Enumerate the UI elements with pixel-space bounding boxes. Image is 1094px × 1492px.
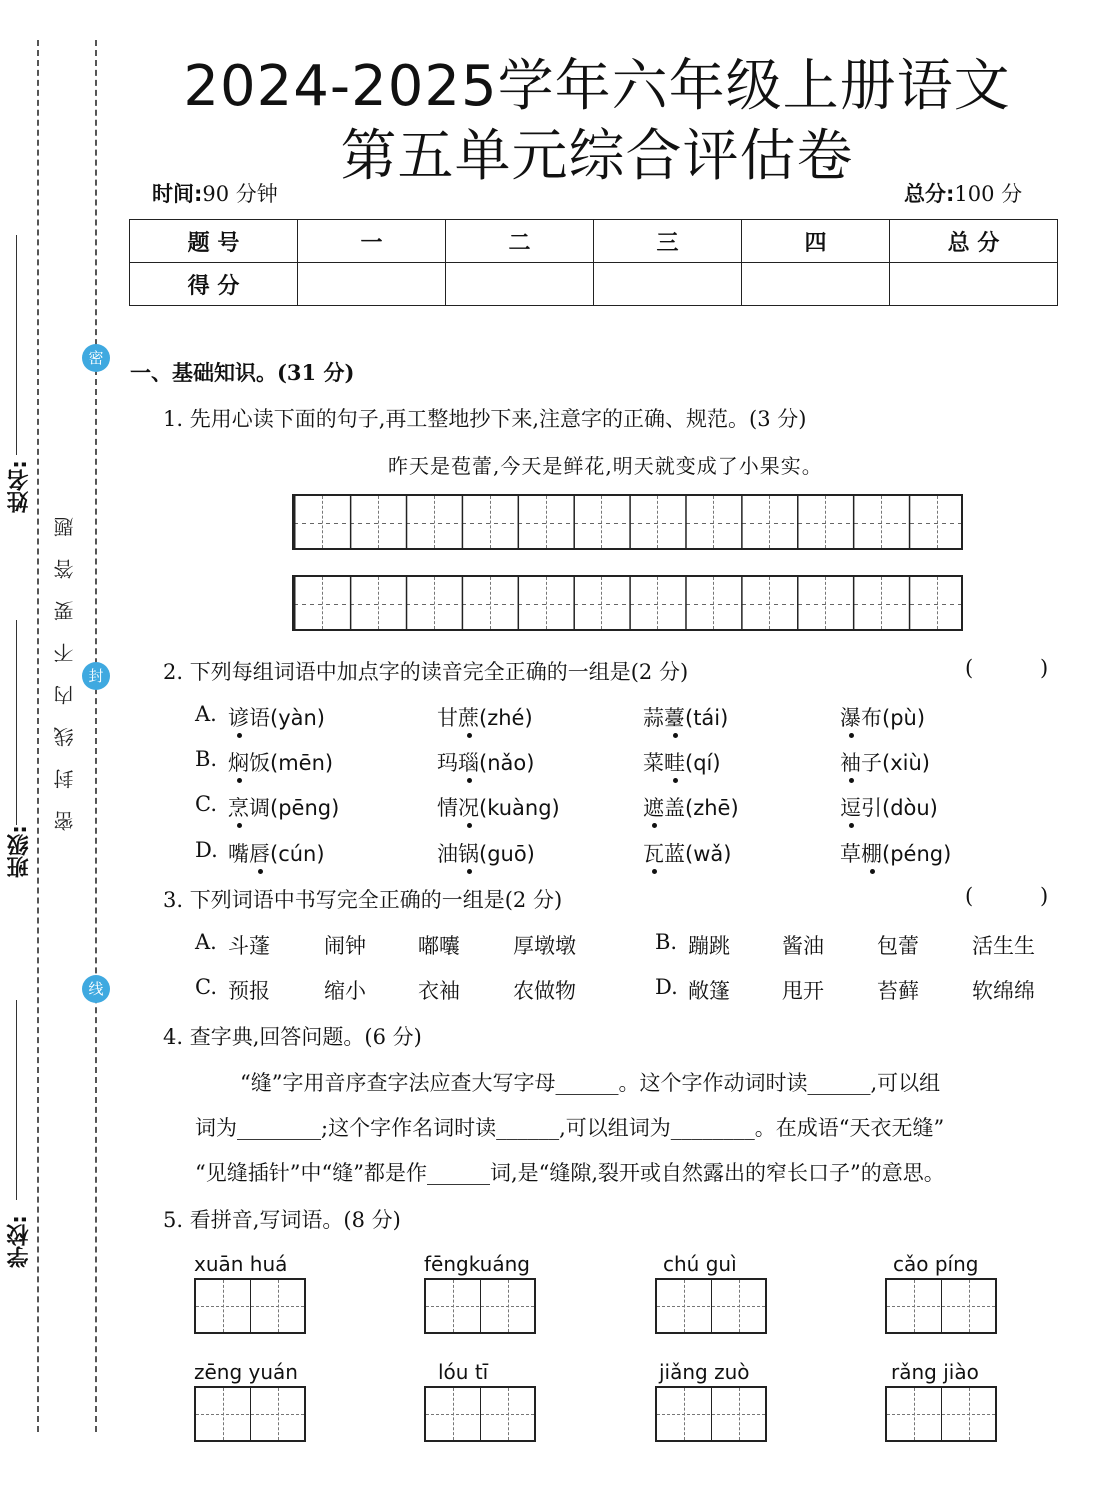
- score-header-cell: 题 号: [130, 220, 298, 263]
- school-line: [16, 1000, 17, 1200]
- q3-row1-item: A.: [195, 930, 217, 954]
- q2-option-c-label: C.: [195, 792, 217, 816]
- grid-guide-line: [713, 577, 714, 629]
- answer-box[interactable]: [885, 1278, 997, 1334]
- total-info: [904, 178, 1022, 208]
- grid-guide-line: [769, 577, 770, 629]
- grid-guide-line: [769, 496, 770, 548]
- pinyin-box-6: [424, 1360, 536, 1442]
- class-label: 班级:: [7, 825, 32, 878]
- pinyin-label: cǎo píng: [893, 1252, 979, 1276]
- q2-option-c-word-4: 逗引(dòu): [840, 792, 938, 822]
- q1-sentence: 昨天是苞蕾,今天是鲜花,明天就变成了小果实。: [388, 454, 823, 478]
- time-label: 时间:: [152, 182, 203, 206]
- grid-guide-line: [601, 577, 602, 629]
- score-table-score-row: [130, 263, 1058, 306]
- q3-row2-item: 农做物: [513, 979, 576, 1003]
- time-info: [152, 178, 278, 208]
- answer-box[interactable]: [194, 1278, 306, 1334]
- pinyin-label: xuān huá: [194, 1252, 288, 1276]
- q3-row2-item: D.: [655, 975, 678, 999]
- pinyin-box-4: [885, 1252, 997, 1334]
- q2-option-d-word-3: 瓦蓝(wǎ): [643, 838, 731, 868]
- grid-guide-line: [657, 496, 658, 548]
- q3-row1-item: 包蕾: [877, 934, 919, 958]
- grid-guide-line: [546, 496, 547, 548]
- grid-guide-line: [378, 496, 379, 548]
- pinyin-box-3: [655, 1252, 767, 1334]
- page-subtitle: 第五单元综合评估卷: [340, 124, 854, 189]
- pinyin-box-1: [194, 1252, 306, 1334]
- q2-option-d-label: D.: [195, 838, 218, 862]
- grid-guide-line: [825, 577, 826, 629]
- answer-box[interactable]: [424, 1386, 536, 1442]
- q3-stem: 3. 下列词语中书写完全正确的一组是(2 分): [163, 888, 563, 912]
- score-input-cell[interactable]: [742, 263, 890, 306]
- page-title: 2024-2025学年六年级上册语文: [183, 54, 1011, 119]
- q2-option-b-word-4: 袖子(xiù): [840, 747, 930, 777]
- section-1-heading: 一、基础知识。(31 分): [130, 360, 355, 385]
- name-line: [16, 235, 17, 455]
- answer-box[interactable]: [885, 1386, 997, 1442]
- grid-guide-line: [881, 577, 882, 629]
- score-input-cell[interactable]: [890, 263, 1058, 306]
- q3-row2-item: 苔藓: [877, 979, 919, 1003]
- score-row-label: 得 分: [130, 263, 298, 306]
- q2-option-a-word-4: 瀑布(pù): [840, 702, 925, 732]
- q5-stem: 5. 看拼音,写词语。(8 分): [163, 1208, 401, 1232]
- grid-guide-line: [546, 577, 547, 629]
- grid-guide-line: [825, 496, 826, 548]
- q2-option-c-word-2: 情况(kuàng): [437, 792, 560, 822]
- copy-grid-row-2[interactable]: [292, 575, 963, 631]
- q3-row2-item: 甩开: [782, 979, 824, 1003]
- q2-option-b-word-2: 玛瑙(nǎo): [437, 747, 534, 777]
- score-table: [129, 219, 1058, 306]
- q3-row1-item: 厚墩墩: [513, 934, 576, 958]
- grid-guide-line: [713, 496, 714, 548]
- q3-row2-item: 衣袖: [418, 979, 460, 1003]
- q3-row2-item: 软绵绵: [972, 979, 1035, 1003]
- score-input-cell[interactable]: [594, 263, 742, 306]
- score-header-cell: 二: [446, 220, 594, 263]
- score-input-cell[interactable]: [298, 263, 446, 306]
- seal-circle-xian: 线: [82, 975, 110, 1003]
- q3-row1-item: 活生生: [972, 934, 1035, 958]
- seal-circle-mi: 密: [82, 344, 110, 372]
- grid-guide-line: [322, 496, 323, 548]
- q2-option-b-word-1: 焖饭(mēn): [228, 747, 333, 777]
- copy-grid-row-1[interactable]: [292, 494, 963, 550]
- q4-stem: 4. 查字典,回答问题。(6 分): [163, 1025, 422, 1049]
- answer-box[interactable]: [655, 1386, 767, 1442]
- pinyin-label: lóu tī: [438, 1360, 489, 1384]
- answer-box[interactable]: [655, 1278, 767, 1334]
- q2-option-d-word-1: 嘴唇(cún): [228, 838, 325, 868]
- pinyin-box-5: [194, 1360, 306, 1442]
- q2-stem: 2. 下列每组词语中加点字的读音完全正确的一组是(2 分): [163, 660, 689, 684]
- binding-dashed-line-right: [95, 40, 97, 1432]
- seal-circle-feng: 封: [82, 662, 110, 690]
- q3-row1-item: 酱油: [782, 934, 824, 958]
- pinyin-label: jiǎng zuò: [659, 1360, 750, 1384]
- q2-option-b-word-3: 菜畦(qí): [643, 747, 721, 777]
- binding-dashed-line-left: [37, 40, 39, 1432]
- class-line: [16, 620, 17, 825]
- q3-row2-item: 缩小: [324, 979, 366, 1003]
- answer-box[interactable]: [424, 1278, 536, 1334]
- seal-notice: 密封线内不要答题: [53, 495, 77, 831]
- grid-guide-line: [490, 496, 491, 548]
- answer-box[interactable]: [194, 1386, 306, 1442]
- q3-row2-item: 预报: [228, 979, 270, 1003]
- q3-row2-item: C.: [195, 975, 217, 999]
- pinyin-label: zēng yuán: [194, 1360, 298, 1384]
- q3-row1-item: 蹦跳: [688, 934, 730, 958]
- score-header-cell: 总 分: [890, 220, 1058, 263]
- name-label: 姓名:: [7, 460, 32, 513]
- q1-stem: 1. 先用心读下面的句子,再工整地抄下来,注意字的正确、规范。(3 分): [163, 407, 807, 431]
- score-header-cell: 四: [742, 220, 890, 263]
- grid-guide-line: [937, 577, 938, 629]
- grid-guide-line: [322, 577, 323, 629]
- q2-option-a-word-2: 甘蔗(zhé): [437, 702, 533, 732]
- grid-guide-line: [490, 577, 491, 629]
- q4-line-1: “缝”字用音序查字法应查大写字母______。这个字作动词时读______,可以组: [240, 1071, 941, 1095]
- q2-option-b-label: B.: [195, 747, 218, 771]
- grid-guide-line: [937, 496, 938, 548]
- q2-option-a-word-3: 蒜薹(tái): [643, 702, 728, 732]
- q3-answer-paren[interactable]: ( ): [965, 884, 1049, 908]
- pinyin-label: rǎng jiào: [891, 1360, 979, 1384]
- grid-guide-line: [657, 577, 658, 629]
- score-header-cell: 一: [298, 220, 446, 263]
- pinyin-box-2: [424, 1252, 536, 1334]
- q3-row1-item: B.: [655, 930, 678, 954]
- q2-answer-paren[interactable]: ( ): [965, 656, 1049, 680]
- score-header-cell: 三: [594, 220, 742, 263]
- q2-option-a-word-1: 谚语(yàn): [228, 702, 325, 732]
- score-table-header-row: [130, 220, 1058, 263]
- q3-row2-item: 敞篷: [688, 979, 730, 1003]
- grid-guide-line: [434, 496, 435, 548]
- pinyin-box-8: [885, 1360, 997, 1442]
- total-value: 100 分: [954, 182, 1023, 206]
- q4-line-2: 词为________;这个字作名词时读______,可以组词为________。在成语“天衣无缝”: [195, 1116, 945, 1140]
- score-input-cell[interactable]: [446, 263, 594, 306]
- q3-row1-item: 嘟囔: [418, 934, 460, 958]
- q2-option-c-word-1: 烹调(pēng): [228, 792, 339, 822]
- q2-option-a-label: A.: [195, 702, 217, 726]
- q3-row1-item: 斗蓬: [228, 934, 270, 958]
- school-label: 学校:: [7, 1215, 32, 1268]
- grid-guide-line: [434, 577, 435, 629]
- q2-option-d-word-2: 油锅(guō): [437, 838, 535, 868]
- pinyin-label: fēngkuáng: [424, 1252, 530, 1276]
- total-label: 总分:: [904, 182, 955, 206]
- q2-option-d-word-4: 草棚(péng): [840, 838, 951, 868]
- q2-option-c-word-3: 遮盖(zhē): [643, 792, 739, 822]
- pinyin-box-7: [655, 1360, 767, 1442]
- q4-line-3: “见缝插针”中“缝”都是作______词,是“缝隙,裂开或自然露出的窄长口子”的意思。: [195, 1161, 945, 1185]
- time-value: 90 分钟: [202, 182, 278, 206]
- q3-row1-item: 闹钟: [324, 934, 366, 958]
- pinyin-label: chú guì: [663, 1252, 737, 1276]
- grid-guide-line: [601, 496, 602, 548]
- grid-guide-line: [378, 577, 379, 629]
- grid-guide-line: [881, 496, 882, 548]
